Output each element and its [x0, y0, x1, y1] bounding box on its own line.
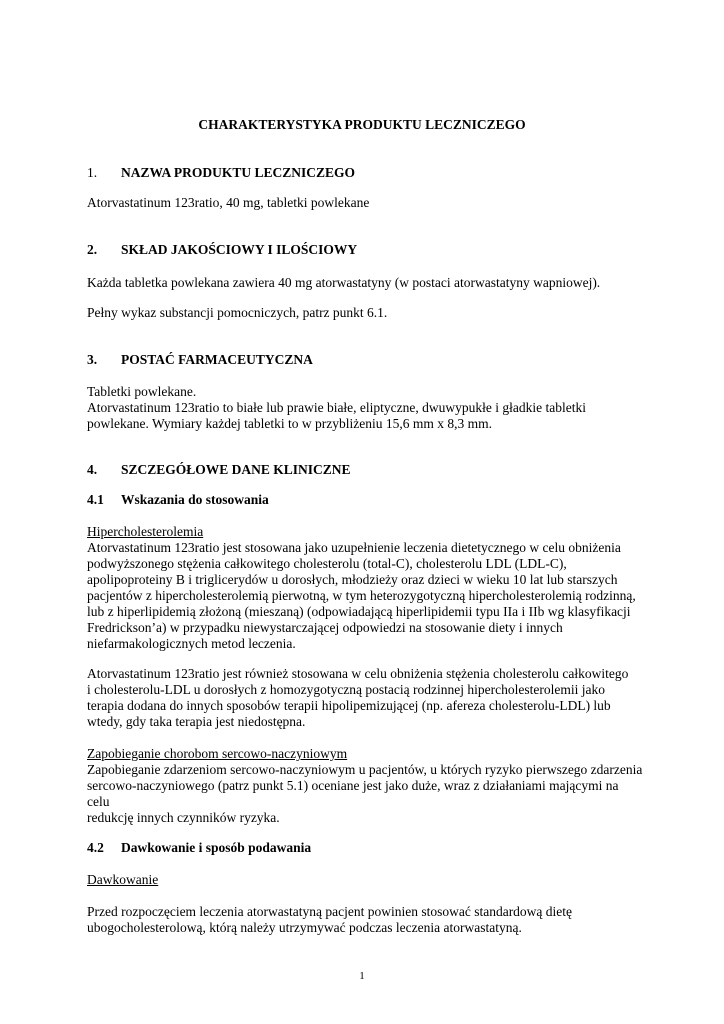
section-3-number: 3. [87, 352, 98, 367]
section-4-title: SZCZEGÓŁOWE DANE KLINICZNE [121, 462, 351, 477]
section-3-title: POSTAĆ FARMACEUTYCZNA [121, 352, 313, 367]
section-2-number: 2. [87, 242, 98, 257]
section-3-line: Tabletki powlekane. [87, 384, 197, 399]
section-4-2-title: Dawkowanie i sposób podawania [121, 840, 312, 855]
indications-line: lub z hiperlipidemią złożoną (mieszaną) (odpowiadającą hiperlipidemii typu IIa i IIb wg klasyfikacji [87, 604, 631, 619]
indications-line: pacjentów z hipercholesterolemią pierwotną, w tym heterozygotyczną hipercholesterolemią rodzinną, [87, 588, 636, 603]
indications-line: apolipoproteiny B i triglicerydów u dorosłych, młodzieży oraz dzieci w wieku 10 lat lub starszych [87, 572, 618, 587]
indications-line: terapia dodana do innych sposobów terapii hipolipemizującej (np. afereza cholesterolu-LDL) lub [87, 698, 611, 713]
section-2-paragraph-1: Każda tabletka powlekana zawiera 40 mg atorwastatyny (w postaci atorwastatyny wapniowej). [87, 275, 601, 290]
section-4-1-number: 4.1 [87, 492, 104, 507]
section-1-text: Atorvastatinum 123ratio, 40 mg, tabletki powlekane [87, 195, 370, 210]
indications-line: i cholesterolu-LDL u dorosłych z homozygotyczną postacią rodzinnej hipercholesterolemii jako [87, 682, 605, 697]
dosage-line: Przed rozpoczęciem leczenia atorwastatyną pacjent powinien stosować standardową dietę [87, 904, 573, 919]
section-1-title: NAZWA PRODUKTU LECZNICZEGO [121, 165, 356, 180]
page-number: 1 [359, 970, 365, 982]
section-2-title: SKŁAD JAKOŚCIOWY I ILOŚCIOWY [121, 242, 358, 257]
section-2-paragraph-2: Pełny wykaz substancji pomocniczych, patrz punkt 6.1. [87, 305, 388, 320]
prevention-line: sercowo-naczyniowego (patrz punkt 5.1) oceniane jest jako duże, wraz z działaniami mającymi na [87, 778, 619, 793]
section-3-line: powlekane. Wymiary każdej tabletki to w przybliżeniu 15,6 mm x 8,3 mm. [87, 416, 492, 431]
subheading-hipercholesterolemia: Hipercholesterolemia [87, 524, 204, 539]
subheading-dawkowanie: Dawkowanie [87, 872, 159, 887]
indications-line: Atorvastatinum 123ratio jest również stosowana w celu obniżenia stężenia cholesterolu całkowitego [87, 666, 629, 681]
section-4-2-number: 4.2 [87, 840, 104, 855]
indications-line: niefarmakologicznych metod leczenia. [87, 636, 296, 651]
subheading-cardiovascular-prevention: Zapobieganie chorobom sercowo-naczyniowym [87, 746, 348, 761]
section-3-line: Atorvastatinum 123ratio to białe lub prawie białe, eliptyczne, dwuwypukłe i gładkie tabletki [87, 400, 586, 415]
dosage-line: ubogocholesterolową, którą należy utrzymywać podczas leczenia atorwastatyną. [87, 920, 522, 935]
document-title: CHARAKTERYSTYKA PRODUKTU LECZNICZEGO [198, 117, 526, 132]
indications-line: wtedy, gdy taka terapia jest niedostępna. [87, 714, 306, 729]
prevention-line: celu [87, 794, 110, 809]
prevention-line: redukcję innych czynników ryzyka. [87, 810, 280, 825]
indications-line: podwyższonego stężenia całkowitego cholesterolu (total-C), cholesterolu LDL (LDL-C), [87, 556, 567, 571]
section-4-number: 4. [87, 462, 98, 477]
indications-line: Fredrickson’a) w przypadku niewystarczającej odpowiedzi na stosowanie diety i innych [87, 620, 563, 635]
prevention-line: Zapobieganie zdarzeniom sercowo-naczyniowym u pacjentów, u których ryzyko pierwszego zdarzenia [87, 762, 643, 777]
section-1-number: 1. [87, 165, 98, 180]
section-4-1-title: Wskazania do stosowania [121, 492, 269, 507]
indications-line: Atorvastatinum 123ratio jest stosowana jako uzupełnienie leczenia dietetycznego w celu obniżenia [87, 540, 621, 555]
